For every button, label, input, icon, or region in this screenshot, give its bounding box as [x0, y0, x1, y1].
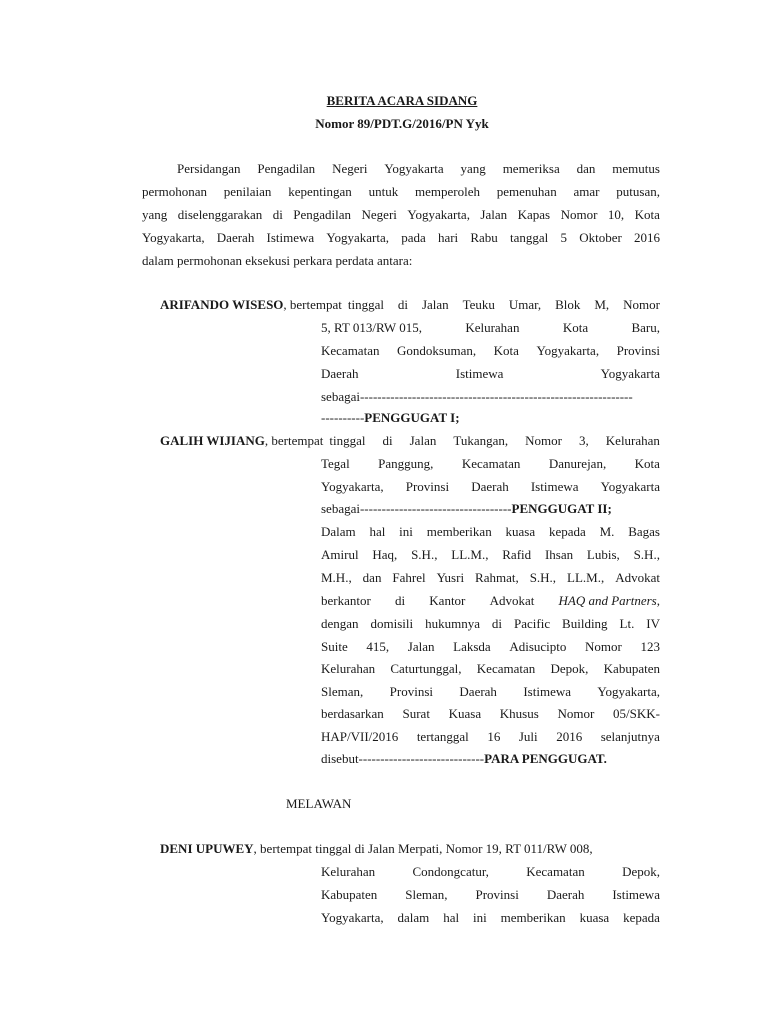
- word: Lubis,: [586, 547, 620, 562]
- word: untuk: [368, 184, 399, 199]
- word: Danurejan,: [548, 456, 607, 471]
- word: penilaian: [223, 184, 272, 199]
- word: yang: [460, 161, 486, 176]
- word: 5: [560, 230, 567, 245]
- word: Blok: [555, 297, 581, 312]
- word: Daerah: [471, 479, 509, 494]
- party1-first-word: , bertempat: [283, 297, 342, 312]
- word: Kecamatan: [321, 343, 380, 358]
- word: Yogyakarta: [600, 366, 660, 381]
- word: Rafid: [502, 547, 532, 562]
- party1-line-5: sebagai---------------------------------------------------------------: [321, 389, 633, 404]
- office-word-4: Advokat: [489, 593, 535, 608]
- word: Provinsi: [616, 343, 660, 358]
- word: Istimewa: [612, 887, 660, 902]
- word: hal: [369, 524, 386, 539]
- party2-first-rest: [329, 433, 660, 449]
- word: Kecamatan: [526, 864, 585, 879]
- word: M.: [599, 524, 615, 539]
- party3-name: DENI UPUWEY: [160, 841, 254, 856]
- word: Persidangan: [177, 161, 241, 176]
- party2-domicile-line-2: [321, 639, 660, 655]
- intro-line-3: [142, 207, 660, 223]
- word: Gondoksuman,: [397, 343, 477, 358]
- party1-line-3: [321, 343, 660, 359]
- word: Pacific: [514, 616, 551, 631]
- word: Juli: [518, 729, 538, 744]
- party2-domicile-line-3: [321, 661, 660, 677]
- word: Suite: [321, 639, 348, 654]
- word: Kota: [493, 343, 519, 358]
- word: Nomor: [557, 706, 595, 721]
- party1-first-rest: [348, 297, 660, 313]
- word: Istimewa: [530, 479, 579, 494]
- word: Provinsi: [389, 684, 433, 699]
- word: putusan,: [616, 184, 660, 199]
- word: Kelurahan: [321, 864, 376, 879]
- word: Kelurahan: [465, 320, 520, 335]
- word: 5, RT 013/RW 015,: [321, 320, 422, 335]
- party2-proxy-line-2: [321, 547, 660, 563]
- party2-closing-role: PARA PENGGUGAT.: [484, 751, 607, 766]
- word: selanjutnya: [600, 729, 660, 744]
- intro-line-5: dalam permohonan eksekusi perkara perdata antara:: [142, 253, 413, 268]
- party2-closing-line: [321, 751, 607, 767]
- party2-domicile-line-6: [321, 729, 660, 745]
- word: Advokat: [615, 570, 660, 585]
- party2-domicile-line-1: [321, 616, 660, 632]
- office-word-3: Kantor: [429, 593, 466, 608]
- word: Depok,: [622, 864, 660, 879]
- document-number: Nomor 89/PDT.G/2016/PN Yyk: [315, 116, 489, 131]
- party3-line-3: [321, 887, 660, 903]
- word: hal: [443, 910, 460, 925]
- party1-line-2: [321, 320, 660, 336]
- word: Yogyakarta,: [142, 230, 205, 245]
- word: Daerah: [459, 684, 497, 699]
- word: Yogyakarta,: [597, 684, 660, 699]
- intro-line-1: [177, 161, 660, 177]
- party2-name: GALIH WIJIANG: [160, 433, 265, 448]
- word: kuasa: [505, 524, 536, 539]
- word: di: [382, 433, 393, 448]
- party2-proxy-line-1: [321, 524, 660, 540]
- word: 2016: [556, 729, 583, 744]
- word: memeriksa: [502, 161, 560, 176]
- word: Tukangan,: [453, 433, 509, 448]
- word: tanggal: [510, 230, 549, 245]
- word: Kelurahan: [605, 433, 660, 448]
- party3-first-line: [160, 841, 593, 857]
- word: pada: [401, 230, 426, 245]
- word: di: [397, 297, 409, 312]
- word: di: [491, 616, 503, 631]
- word: Oktober: [579, 230, 622, 245]
- word: Yusri: [436, 570, 465, 585]
- word: Pengadilan: [257, 161, 316, 176]
- party2-office-line: [321, 593, 660, 609]
- word: Daerah: [321, 366, 359, 381]
- party3-first-rest: , bertempat tinggal di Jalan Merpati, Nomor 19, RT 011/RW 008,: [253, 841, 593, 856]
- word: Khusus: [499, 706, 539, 721]
- party1-role-line: [321, 410, 460, 426]
- word: Sleman,: [321, 684, 364, 699]
- word: Teuku: [462, 297, 495, 312]
- word: 2016: [634, 230, 660, 245]
- word: Daerah: [216, 230, 255, 245]
- word: Dalam: [321, 524, 356, 539]
- word: Condongcatur,: [412, 864, 489, 879]
- word: memutus: [612, 161, 660, 176]
- word: M.H.,: [321, 570, 352, 585]
- party2-role-prefix: sebagai-----------------------------------: [321, 501, 512, 516]
- party2-proxy-line-3: [321, 570, 660, 586]
- word: HAP/VII/2016: [321, 729, 399, 744]
- party2-role-line: [321, 501, 612, 517]
- word: Ihsan: [544, 547, 574, 562]
- word: kepada: [623, 910, 660, 925]
- word: Rabu: [470, 230, 498, 245]
- document-title: BERITA ACARA SIDANG: [326, 93, 478, 108]
- word: ini: [399, 524, 413, 539]
- word: kuasa: [579, 910, 610, 925]
- word: ini: [473, 910, 487, 925]
- party1-first-line: [160, 297, 660, 313]
- word: Nomor: [585, 639, 622, 654]
- word: Caturtunggal,: [390, 661, 462, 676]
- word: Yogyakarta: [384, 161, 444, 176]
- party1-name: ARIFANDO WISESO: [160, 297, 284, 312]
- word: Yogyakarta,: [321, 910, 384, 925]
- word: LL.M.,: [567, 570, 605, 585]
- word: Istimewa: [523, 684, 571, 699]
- party2-closing-prefix: disebut-----------------------------: [321, 751, 485, 766]
- party2-line-2: [321, 456, 660, 472]
- office-word-2: di: [394, 593, 406, 608]
- word: Pengadilan: [293, 207, 352, 222]
- word: Kuasa: [448, 706, 482, 721]
- word: Jalan: [480, 207, 508, 222]
- firm-name: HAQ and Partners: [558, 593, 657, 608]
- firm-suffix: ,: [656, 593, 660, 608]
- word: Umar,: [508, 297, 542, 312]
- word: Kecamatan: [476, 661, 536, 676]
- word: yang: [142, 207, 168, 222]
- word: dan: [362, 570, 382, 585]
- word: 05/SKK-: [612, 706, 660, 721]
- word: hukumnya: [425, 616, 480, 631]
- word: Kapas: [517, 207, 551, 222]
- party1-line-4: [321, 366, 660, 382]
- word: Kota: [634, 456, 660, 471]
- word: Yogyakarta,: [321, 479, 384, 494]
- word: Surat: [402, 706, 430, 721]
- word: S.H.,: [411, 547, 438, 562]
- intro-line-2: [142, 184, 660, 200]
- word: Bagas: [628, 524, 660, 539]
- word: IV: [646, 616, 660, 631]
- word: 415,: [366, 639, 390, 654]
- party2-line-3: [321, 479, 660, 495]
- party2-first-word: , bertempat: [264, 433, 324, 448]
- word: Depok,: [550, 661, 589, 676]
- word: M,: [594, 297, 610, 312]
- word: Kabupaten: [321, 887, 378, 902]
- party2-domicile-line-5: [321, 706, 660, 722]
- word: Provinsi: [405, 479, 450, 494]
- word: tertanggal: [416, 729, 469, 744]
- word: Laksda: [453, 639, 491, 654]
- party3-line-2: [321, 864, 660, 880]
- word: Provinsi: [475, 887, 519, 902]
- word: kepada: [548, 524, 586, 539]
- word: Nomor: [525, 433, 562, 448]
- word: berdasarkan: [321, 706, 384, 721]
- word: Jalan: [421, 297, 449, 312]
- party1-role: PENGGUGAT I;: [364, 410, 460, 425]
- word: domisili: [370, 616, 414, 631]
- word: Jalan: [407, 639, 435, 654]
- word: memberikan: [426, 524, 492, 539]
- word: LL.M.,: [451, 547, 489, 562]
- party2-domicile-line-4: [321, 684, 660, 700]
- word: Kelurahan: [321, 661, 376, 676]
- word: Negeri: [332, 161, 368, 176]
- word: Fahrel: [392, 570, 426, 585]
- word: Tegal: [321, 456, 350, 471]
- party3-line-4: [321, 910, 660, 926]
- word: Yogyakarta,: [407, 207, 470, 222]
- word: diselenggarakan: [177, 207, 263, 222]
- word: hari: [437, 230, 459, 245]
- word: memperoleh: [415, 184, 480, 199]
- word: Yogyakarta,: [326, 230, 389, 245]
- word: dalam: [397, 910, 430, 925]
- word: Baru,: [631, 320, 660, 335]
- word: Istimewa: [266, 230, 315, 245]
- intro-line-4: [142, 230, 660, 246]
- word: Nomor: [623, 297, 660, 312]
- word: 123: [640, 639, 660, 654]
- word: Nomor: [560, 207, 598, 222]
- word: Istimewa: [455, 366, 504, 381]
- office-word-1: berkantor: [321, 593, 371, 608]
- word: Kota: [562, 320, 589, 335]
- word: Kota: [634, 207, 660, 222]
- word: Sleman,: [405, 887, 448, 902]
- word: dengan: [321, 616, 359, 631]
- word: pemenuhan: [496, 184, 557, 199]
- word: S.H.,: [633, 547, 660, 562]
- word: kepentingan: [288, 184, 352, 199]
- word: S.H.,: [529, 570, 557, 585]
- word: 10,: [607, 207, 625, 222]
- versus-label: MELAWAN: [286, 796, 352, 811]
- word: di: [272, 207, 283, 222]
- word: Adisucipto: [509, 639, 567, 654]
- word: Panggung,: [378, 456, 434, 471]
- word: memberikan: [500, 910, 566, 925]
- word: 16: [487, 729, 501, 744]
- word: Kabupaten: [603, 661, 660, 676]
- word: Yogyakarta: [600, 479, 660, 494]
- word: dan: [576, 161, 596, 176]
- party2-first-line: [160, 433, 660, 449]
- word: Lt.: [619, 616, 635, 631]
- word: tinggal: [347, 297, 384, 312]
- word: Amirul: [321, 547, 359, 562]
- word: Negeri: [361, 207, 397, 222]
- word: tinggal: [329, 433, 366, 448]
- word: Building: [562, 616, 608, 631]
- word: Kecamatan: [461, 456, 521, 471]
- party1-role-dashes: ----------: [321, 410, 365, 425]
- word: Jalan: [409, 433, 437, 448]
- word: amar: [573, 184, 600, 199]
- word: Yogyakarta,: [536, 343, 600, 358]
- word: 3,: [579, 433, 589, 448]
- word: Daerah: [546, 887, 585, 902]
- word: Rahmat,: [475, 570, 519, 585]
- word: Haq,: [372, 547, 398, 562]
- word: permohonan: [142, 184, 207, 199]
- party2-role: PENGGUGAT II;: [511, 501, 612, 516]
